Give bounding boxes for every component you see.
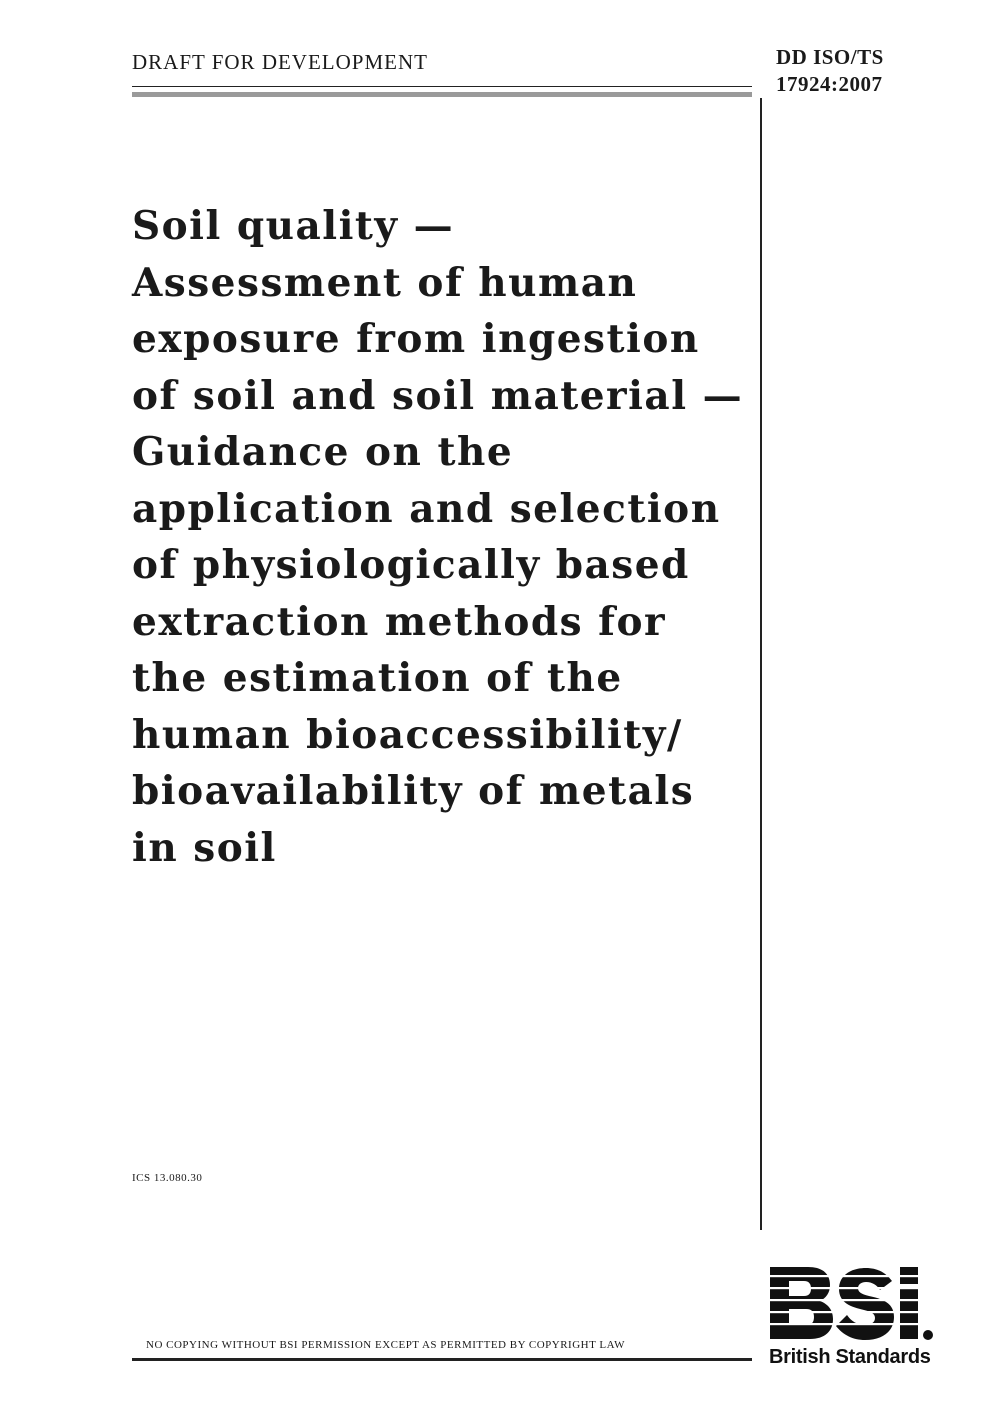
doc-id-line-2: 17924:2007 bbox=[776, 72, 883, 96]
doc-id-line-1: DD ISO/TS bbox=[776, 45, 884, 69]
title-line: of soil and soil material — bbox=[132, 372, 744, 419]
title-line: application and selection bbox=[132, 485, 721, 532]
title-line: Soil quality — bbox=[132, 203, 455, 249]
ics-code: ICS 13.080.30 bbox=[132, 1172, 203, 1184]
vertical-divider bbox=[760, 98, 762, 1230]
title-line: Assessment of human bbox=[132, 259, 638, 306]
title-line: extraction methods for bbox=[132, 598, 667, 645]
bsi-logo-mark bbox=[768, 1263, 943, 1345]
header-rule-thick bbox=[132, 92, 752, 97]
header-rule-thin bbox=[132, 86, 752, 87]
title-line: of physiologically based bbox=[132, 542, 690, 588]
document-status: DRAFT FOR DEVELOPMENT bbox=[132, 50, 428, 74]
title-line: in soil bbox=[132, 824, 277, 871]
title-line: the estimation of the bbox=[132, 655, 623, 701]
title-line: bioavailability of metals bbox=[132, 768, 695, 814]
copyright-notice: NO COPYING WITHOUT BSI PERMISSION EXCEPT AS PERMITTED BY COPYRIGHT LAW bbox=[146, 1339, 626, 1351]
document-title bbox=[132, 198, 752, 876]
bsi-logo bbox=[768, 1263, 943, 1373]
document-identifier bbox=[776, 44, 884, 98]
title-line: human bioaccessibility/ bbox=[132, 711, 683, 758]
title-line: exposure from ingestion bbox=[132, 316, 700, 362]
header-rule bbox=[132, 86, 752, 97]
title-line: Guidance on the bbox=[132, 429, 514, 475]
footer-rule bbox=[132, 1358, 752, 1361]
bsi-logo-tagline: British Standards bbox=[769, 1346, 931, 1368]
